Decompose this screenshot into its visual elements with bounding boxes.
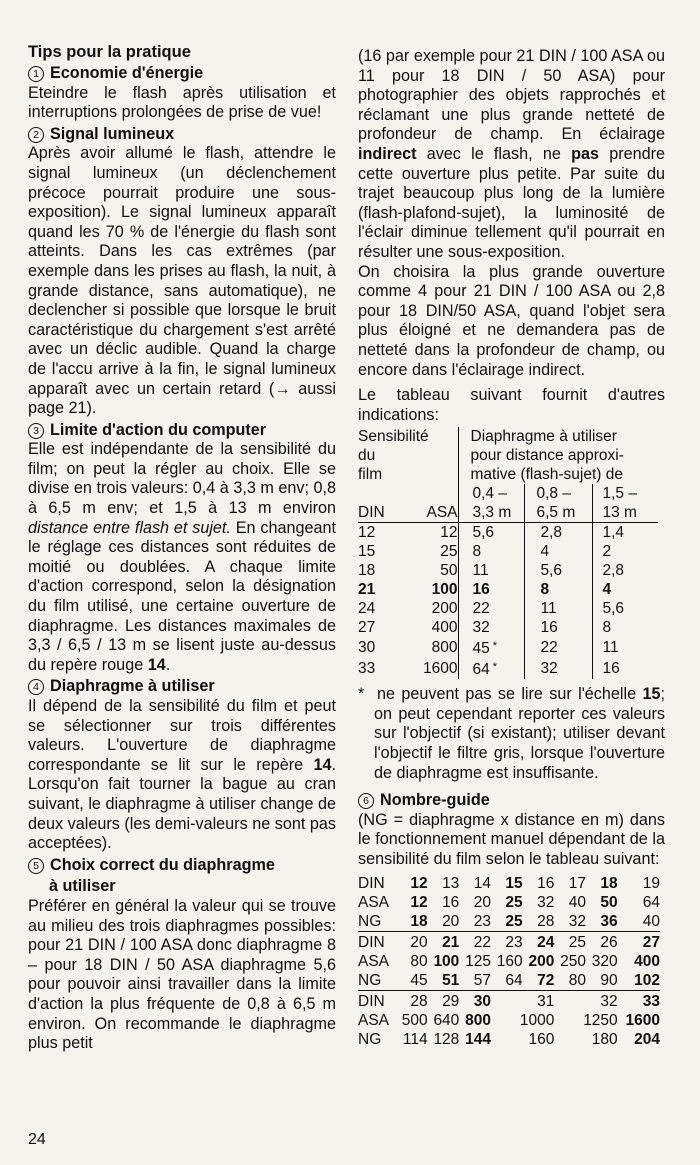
guide-number-cell: 1600 — [625, 1011, 660, 1029]
guide-number-cell: 50 — [600, 893, 618, 911]
header-range-2a: 0,8 – — [524, 484, 592, 503]
guide-number-cell: 12 — [410, 893, 428, 911]
table-cell: 4 — [592, 580, 658, 599]
table-cell: 8 — [592, 618, 658, 637]
table-cell: 16 — [524, 618, 592, 637]
guide-number-cell: 160 — [528, 1030, 555, 1048]
header-range-1a: 0,4 – — [458, 484, 524, 503]
guide-number-cell: 20 — [396, 931, 428, 952]
guide-number-cell: 114 — [402, 1030, 428, 1048]
table-footnote — [358, 685, 665, 783]
header-sensitivity-3: film — [358, 466, 383, 484]
table-cell: 64 * — [458, 658, 524, 679]
table-row — [358, 542, 658, 561]
table-cell: 22 — [524, 637, 592, 658]
table-row — [358, 523, 658, 543]
guide-number-row — [358, 1011, 660, 1030]
section-5-text: Préférer en général la valeur qui se trouve au milieu des trois diaphragmes possibles: pour 21 DIN / 100 ASA donc diaphragme 8 – pour 18 DIN / 50 ASA diaphragme 5,6 pour pouvoir ainsi travailler dans la limite d'action la plus fréquente de 0,8 à 6,5 m environ. On recommande le diaphragme plus petit — [28, 896, 336, 1053]
guide-number-cell: 33 — [618, 990, 660, 1011]
table-cell: 2,8 — [524, 523, 592, 543]
left-column — [28, 42, 336, 1054]
guide-number-cell: 40 — [642, 912, 660, 930]
section-3-text-a: Elle est indépendante de la sensibilité du film; on peut la régler au choix. Elle se divise en trois valeurs: 0,4 à 3,3 m env; 0,8 à 6,5 m env; et 1,5 à 13 m environ — [28, 440, 336, 518]
guide-number-cell: 45 — [410, 971, 428, 989]
guide-number-cell: 23 — [491, 931, 523, 952]
guide-number-cell: 64 — [505, 971, 523, 989]
section-5-title-2: à utiliser — [49, 877, 116, 896]
section-3-text-italic: distance entre flash et sujet. — [28, 518, 231, 537]
guide-number-cell: 30 — [459, 990, 491, 1011]
guide-number-row-label: DIN — [358, 990, 396, 1011]
continued-text-c: prendre cette ouverture plus petite. Par suite du trajet beaucoup plus long de la lumière (flash-plafond-sujet), la luminosité de l'éclair diminue tellement qu'il pourrait en résulter une sous-exposition. — [358, 144, 666, 261]
section-3-text — [28, 440, 336, 675]
guide-number-cell: 25 — [554, 931, 586, 952]
guide-number-cell: 90 — [600, 971, 618, 989]
table-row — [358, 580, 658, 599]
table-cell: 8 — [524, 580, 592, 599]
table-row — [358, 658, 658, 679]
bold-indirect: indirect — [358, 144, 417, 163]
table-cell: 27 — [358, 619, 376, 637]
guide-number-cell: 24 — [523, 931, 555, 952]
section-4-text-b: . Lorsqu'on fait tourner la bague au cran suivant, le diaphragme à utiliser change de deux valeurs (les demi-valeurs ne sont pas acceptées). — [28, 755, 336, 853]
guide-number-cell: 19 — [642, 874, 660, 892]
guide-number-cell: 16 — [442, 893, 460, 911]
asterisk-mark: * — [489, 640, 498, 653]
guide-number-cell: 32 — [537, 893, 555, 911]
section-1-heading — [28, 64, 336, 84]
guide-number-row — [358, 952, 660, 971]
table-cell: 5,6 — [458, 523, 524, 543]
section-4-text — [28, 697, 336, 854]
page-number: 24 — [28, 1131, 46, 1148]
guide-number-cell: 13 — [442, 874, 460, 892]
table-cell: 8 — [458, 542, 524, 561]
guide-number-cell: 23 — [473, 912, 491, 930]
table-cell: 400 — [431, 619, 458, 637]
guide-number-cell: 250 — [560, 952, 586, 970]
continued-text-a: (16 par exemple pour 21 DIN / 100 ASA ou 11 pour 18 DIN / 50 ASA) pour photographier des objets rapprochés et réclamant une plus grande netteté de profondeur de champ. En éclairage — [358, 47, 665, 144]
section-5-title-1: Choix correct du diaphragme — [50, 855, 275, 874]
page-title: Tips pour la pratique — [28, 43, 191, 61]
header-diaphragm-2: pour distance approxi- — [458, 446, 658, 465]
table-row — [358, 618, 658, 637]
guide-number-cell: 400 — [634, 952, 660, 970]
table-cell: 15 — [358, 543, 376, 561]
section-5-heading — [28, 856, 336, 876]
guide-number-row-label: NG — [358, 912, 382, 930]
table-row — [358, 599, 658, 618]
bold-pas: pas — [571, 144, 599, 163]
guide-number-row-label: DIN — [358, 931, 396, 952]
table-cell: 1600 — [423, 660, 458, 678]
guide-number-cell: 28 — [396, 990, 428, 1011]
footnote-scale: 15 — [642, 685, 661, 704]
section-2-text: Après avoir allumé le flash, attendre le signal lumineux (un déclenchement précoce pourrait produire une sous-exposition). Le signal lumineux apparaît quand les 70 % de l'énergie du flash sont atteints. Dans les cas extrêmes (par exemple dans les prises au flash, la nuit, à grande distance, sans automatique), ne declencher si possible que lorsque le bruit caractéristique du chargement s'est arrêté avec un déclic audible. Quand la charge de l'accu arrive à la fin, le signal lumineux apparaît avec un certain retard (→ aussi page 21). — [28, 144, 336, 418]
table-cell: 2 — [592, 542, 658, 561]
section-3-heading — [28, 421, 336, 441]
right-column — [358, 47, 665, 1049]
guide-number-cell: 32 — [568, 912, 586, 930]
circled-number-3: 3 — [28, 423, 44, 439]
guide-number-cell: 12 — [410, 874, 428, 892]
guide-number-cell: 18 — [600, 874, 618, 892]
guide-number-row-label: ASA — [358, 952, 390, 970]
guide-number-cell: 1250 — [583, 1011, 618, 1029]
circled-number-5: 5 — [28, 858, 44, 874]
guide-number-cell: 80 — [410, 952, 428, 970]
footnote-text-a: ne peuvent pas se lire sur l'échelle — [377, 685, 643, 704]
table-cell: 22 — [458, 599, 524, 618]
guide-number-cell: 125 — [465, 952, 491, 970]
table-cell: 50 — [440, 562, 458, 580]
guide-number-cell: 40 — [568, 893, 586, 911]
guide-number-row-label: NG — [358, 1030, 382, 1048]
guide-number-cell: 102 — [634, 971, 660, 989]
guide-number-cell: 320 — [591, 952, 618, 970]
header-sensitivity-2: du — [358, 447, 376, 465]
guide-number-cell: 144 — [465, 1030, 491, 1048]
section-6-heading — [358, 791, 665, 811]
continued-text-b: avec le flash, ne — [416, 144, 572, 163]
guide-number-cell: 64 — [642, 893, 660, 911]
guide-number-cell: 500 — [401, 1011, 428, 1029]
guide-number-cell: 27 — [618, 931, 660, 952]
table-cell: 5,6 — [524, 561, 592, 580]
guide-number-row — [358, 990, 660, 1011]
paragraph-table-intro: Le tableau suivant fournit d'autres indications: — [358, 386, 665, 424]
section-4-heading — [28, 677, 336, 697]
guide-number-cell: 22 — [459, 931, 491, 952]
table-cell: 12 — [440, 524, 458, 542]
header-asa: ASA — [416, 503, 458, 523]
guide-number-cell: 15 — [505, 874, 523, 892]
table-cell: 12 — [358, 524, 376, 542]
table-cell: 1,4 — [592, 523, 658, 543]
table-cell: 45 * — [458, 637, 524, 658]
guide-number-cell: 57 — [473, 971, 491, 989]
guide-number-cell: 72 — [537, 971, 555, 989]
section-6-text: (NG = diaphragme x distance en m) dans le fonctionnement manuel dépendant de la sensibilité du film selon le tableau suivant: — [358, 810, 665, 869]
guide-number-cell: 180 — [591, 1030, 618, 1048]
guide-number-cell: 31 — [491, 990, 554, 1011]
section-3-marker: 14 — [147, 655, 166, 674]
table-cell: 2,8 — [592, 561, 658, 580]
guide-number-cell: 20 — [473, 893, 491, 911]
guide-number-row — [358, 931, 660, 952]
aperture-table-body — [358, 523, 658, 680]
guide-number-cell: 17 — [568, 874, 586, 892]
table-header-row — [358, 427, 658, 446]
table-header-row — [358, 503, 658, 523]
header-range-1b: 3,3 m — [458, 503, 524, 523]
guide-number-cell: 28 — [537, 912, 555, 930]
guide-number-cell: 200 — [528, 952, 555, 970]
guide-number-row-label: DIN — [358, 874, 385, 892]
table-cell: 16 — [592, 658, 658, 679]
header-range-3b: 13 m — [592, 503, 658, 523]
guide-number-row — [358, 893, 660, 912]
guide-number-cell: 18 — [410, 912, 428, 930]
header-diaphragm-3: mative (flash-sujet) de — [458, 465, 658, 484]
section-2-title: Signal lumineux — [50, 124, 175, 143]
guide-number-row — [358, 971, 660, 991]
table-cell: 32 — [458, 618, 524, 637]
guide-number-cell: 16 — [537, 874, 555, 892]
header-range-2b: 6,5 m — [524, 503, 592, 523]
table-cell: 800 — [431, 639, 458, 657]
table-cell: 11 — [592, 637, 658, 658]
guide-number-cell: 160 — [496, 952, 523, 970]
section-4-text-a: Il dépend de la sensibilité du film et peut se sélectionner sur trois différentes valeurs. L'ouverture de diaphragme correspondante se lit sur le repère — [28, 697, 336, 774]
table-cell: 24 — [358, 600, 376, 618]
guide-number-cell: 1000 — [519, 1011, 555, 1029]
guide-number-cell: 100 — [433, 952, 460, 970]
guide-number-cell: 14 — [473, 874, 491, 892]
table-cell: 32 — [524, 658, 592, 679]
guide-number-cell: 21 — [428, 931, 460, 952]
guide-number-cell: 20 — [442, 912, 460, 930]
asterisk-mark: * — [489, 661, 498, 674]
table-cell: 5,6 — [592, 599, 658, 618]
table-header-row — [358, 446, 658, 465]
guide-number-cell: 36 — [600, 912, 618, 930]
continued-text — [358, 47, 665, 263]
header-diaphragm-1: Diaphragme à utiliser — [458, 427, 658, 446]
guide-number-row — [358, 874, 660, 893]
guide-number-cell: 800 — [465, 1011, 491, 1029]
guide-number-row — [358, 1030, 660, 1049]
table-header-row — [358, 465, 658, 484]
section-4-title: Diaphragme à utiliser — [50, 677, 215, 696]
guide-number-cell: 128 — [433, 1030, 460, 1048]
table-cell: 4 — [524, 542, 592, 561]
guide-number-cell: 80 — [568, 971, 586, 989]
circled-number-1: 1 — [28, 66, 44, 82]
header-din: DIN — [358, 503, 416, 523]
section-6-title: Nombre-guide — [380, 791, 490, 810]
section-1-text: Eteindre le flash après utilisation et interruptions prolongées de prise de vue! — [28, 83, 336, 122]
section-1-title: Economie d'énergie — [50, 64, 204, 82]
header-range-3a: 1,5 – — [592, 484, 658, 503]
section-4-marker: 14 — [313, 755, 332, 774]
table-cell: 16 — [458, 580, 524, 599]
guide-number-cell: 25 — [505, 893, 523, 911]
guide-number-cell: 51 — [442, 971, 460, 989]
guide-number-row-label: NG — [358, 971, 382, 989]
guide-number-row-label: ASA — [358, 893, 390, 911]
guide-number-cell: 204 — [634, 1030, 660, 1048]
section-3-title: Limite d'action du computer — [50, 420, 267, 439]
guide-number-cell: 32 — [554, 990, 617, 1011]
guide-number-cell: 29 — [428, 990, 460, 1011]
footnote-star: * — [358, 685, 365, 704]
guide-number-table — [358, 874, 660, 1049]
circled-number-6: 6 — [358, 793, 374, 809]
circled-number-4: 4 — [28, 679, 44, 695]
paragraph-aperture: On choisira la plus grande ouverture comme 4 pour 21 DIN / 100 ASA ou 2,8 pour 18 DIN/50 ASA, quand l'objet sera plus éloigné et ne demandera pas de netteté dans la profondeur de champ, ou encore dans l'éclairage indirect. — [358, 262, 665, 379]
table-cell: 11 — [458, 561, 524, 580]
guide-number-row — [358, 912, 660, 932]
guide-number-table-body — [358, 874, 660, 1049]
table-cell: 200 — [431, 600, 458, 618]
table-cell: 100 — [431, 581, 458, 599]
table-row — [358, 561, 658, 580]
table-cell: 11 — [524, 599, 592, 618]
section-3-text-end: . — [165, 655, 171, 674]
guide-number-cell: 25 — [505, 912, 523, 930]
section-2-heading — [28, 125, 336, 145]
table-cell: 21 — [358, 581, 376, 599]
table-cell: 18 — [358, 562, 376, 580]
footnote-text-b: ; on peut cependant reporter ces valeurs sur l'objectif (si existant); utiliser devant l'objectif le filtre gris, lorsque l'ouverture de diaphragme est insuffisante. — [374, 685, 665, 782]
aperture-table — [358, 427, 658, 679]
table-cell: 33 — [358, 660, 376, 678]
circled-number-2: 2 — [28, 127, 44, 143]
guide-number-cell: 640 — [433, 1011, 460, 1029]
table-cell: 30 — [358, 639, 376, 657]
section-3-text-b: En changeant le réglage ces distances sont réduites de moitié ou doublées. A chaque limite d'action correspond, selon la désignation du film utilisé, une certaine ouverture de diaphragme. Les distances maximales de 3,3 / 6,5 / 13 m se lisent juste au-dessus du repère rouge — [28, 518, 337, 674]
table-cell: 25 — [440, 543, 458, 561]
guide-number-row-label: ASA — [358, 1011, 390, 1029]
guide-number-cell: 26 — [586, 931, 618, 952]
header-sensitivity-1: Sensibilité — [358, 428, 429, 446]
table-header-row — [358, 484, 658, 503]
table-row — [358, 637, 658, 658]
